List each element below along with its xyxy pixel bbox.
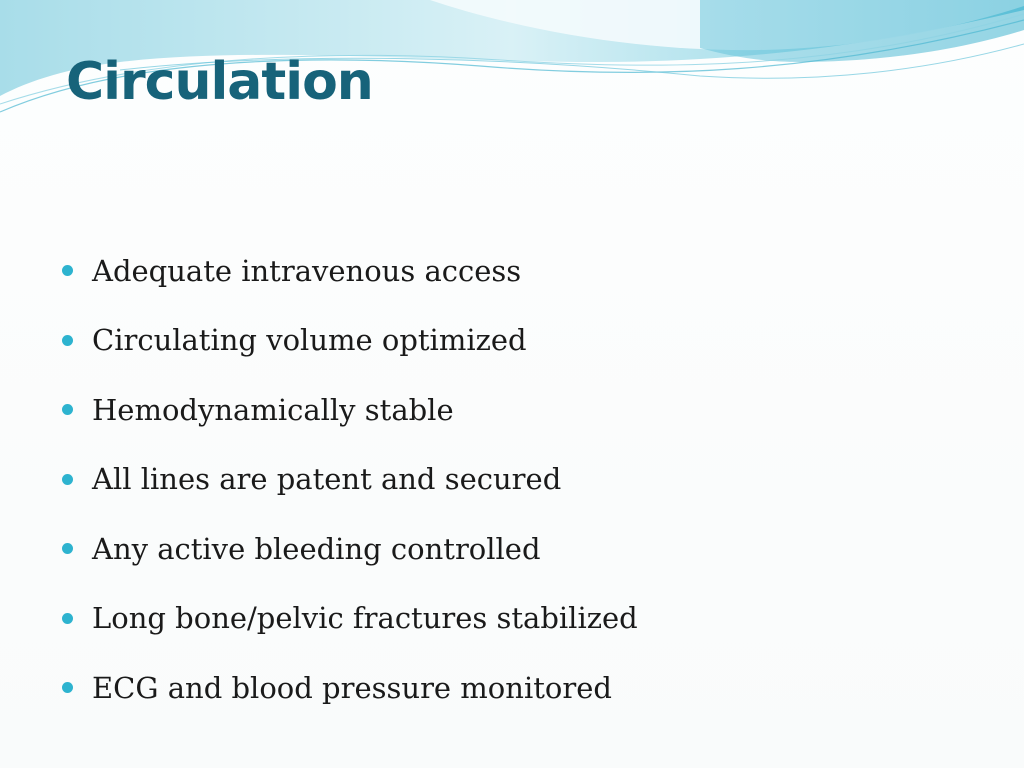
bullet-item (62, 375, 638, 445)
bullet-text: ECG and blood pressure monitored (92, 670, 612, 705)
bullet-text: All lines are patent and secured (92, 462, 562, 497)
bullet-item (62, 584, 638, 654)
bullet-dot-icon (62, 543, 73, 554)
bullet-dot-icon (62, 474, 73, 485)
bullet-list (62, 236, 638, 723)
bullet-text: Adequate intravenous access (92, 253, 522, 288)
bullet-dot-icon (62, 404, 73, 415)
bullet-text: Circulating volume optimized (92, 323, 527, 358)
bullet-text: Hemodynamically stable (92, 392, 454, 427)
bullet-dot-icon (62, 613, 73, 624)
slide-title: Circulation (66, 52, 373, 112)
bullet-text: Any active bleeding controlled (92, 531, 541, 566)
bullet-dot-icon (62, 265, 73, 276)
bullet-text: Long bone/pelvic fractures stabilized (92, 601, 638, 636)
bullet-item (62, 306, 638, 376)
bullet-item (62, 653, 638, 723)
bullet-dot-icon (62, 335, 73, 346)
bullet-dot-icon (62, 682, 73, 693)
bullet-item (62, 514, 638, 584)
bullet-item (62, 236, 638, 306)
bullet-item (62, 445, 638, 515)
